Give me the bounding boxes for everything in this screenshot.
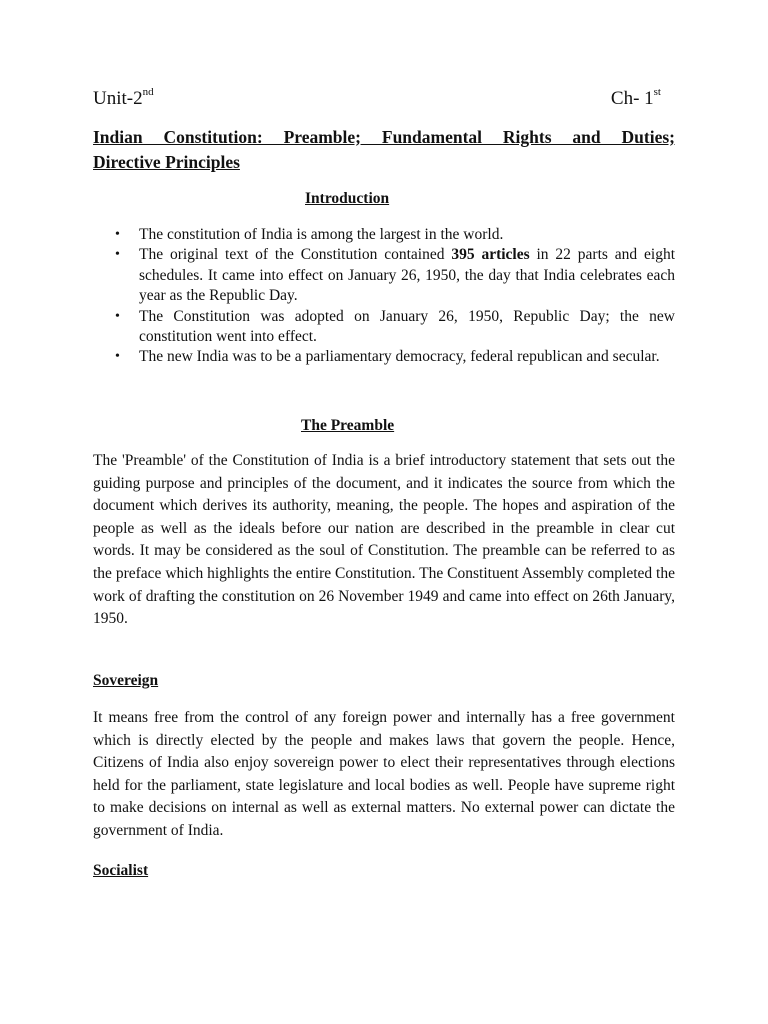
bullet-icon: • — [115, 227, 120, 242]
list-item — [93, 225, 675, 245]
preamble-heading: The Preamble — [301, 417, 395, 434]
bullet-icon: • — [115, 308, 120, 324]
title-line-1: Indian Constitution: Preamble; Fundamental Rights and Duties; — [93, 127, 675, 147]
unit-label: Unit-2nd — [93, 86, 154, 109]
list-item — [93, 245, 675, 306]
list-item — [93, 307, 675, 348]
preamble-paragraph: The 'Preamble' of the Constitution of India is a brief introductory statement that sets out the guiding purpose and principles of the document, and it indicates the source from which the document which derives its authority, meaning, the people. The hopes and aspiration of the people as well as the ideals before our nation are described in the preamble in clear cut words. It may be considered as the soul of Constitution. The preamble can be referred to as the preface which highlights the entire Constitution. The Constituent Assembly completed the work of drafting the constitution on 26 November 1949 and came into effect on 26th January, 1950. — [93, 452, 675, 628]
bullet-text: The Constitution was adopted on January 26, 1950, Republic Day; the new constitution went into effect. — [139, 307, 675, 346]
socialist-heading: Socialist — [93, 862, 149, 879]
bullet-emphasis: 395 articles — [451, 246, 530, 264]
bullet-text-before: The original text of the Constitution contained — [139, 246, 452, 264]
bullet-text: The new India was to be a parliamentary democracy, federal republican and secular. — [139, 348, 660, 366]
bullet-icon: • — [115, 349, 120, 365]
document-title — [93, 125, 675, 175]
title-line-2: Directive Principles — [93, 152, 240, 172]
bullet-text-after: in 22 parts and eight schedules. It came into effect on January 26, 1950, the day that India celebrates each year as the Republic Day. — [139, 246, 675, 305]
sovereign-paragraph: It means free from the control of any foreign power and internally has a free government which is directly elected by the people and makes laws that govern the people. Hence, Citizens of India also enjoy sovereign power to elect their representatives through elections held for the parliament, state legislature and local bodies as well. People have supreme right to make decisions on internal as well as external matters. No external power can dictate the government of India. — [93, 709, 675, 839]
bullet-icon: • — [115, 247, 120, 263]
sovereign-heading: Sovereign — [93, 672, 159, 689]
introduction-bullet-list — [93, 225, 675, 368]
page-header — [93, 88, 675, 116]
list-item — [93, 347, 675, 367]
chapter-label: Ch- 1st — [610, 86, 661, 109]
introduction-heading: Introduction — [305, 190, 390, 207]
bullet-text: The constitution of India is among the largest in the world. — [139, 226, 504, 243]
